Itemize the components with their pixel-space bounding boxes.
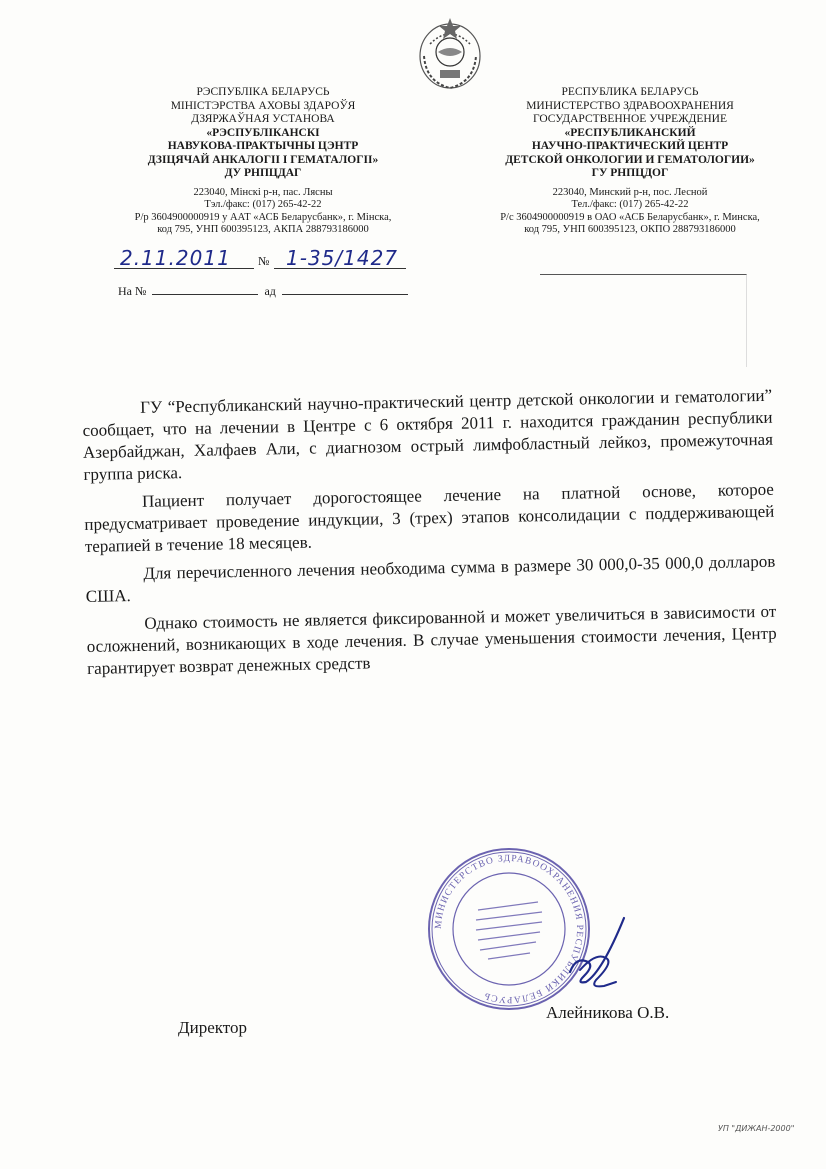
hdr-right-org-1: «РЕСПУБЛИКАНСКИЙ	[564, 126, 696, 139]
letter-body	[82, 385, 777, 686]
signatory-name: Алейникова О.В.	[546, 1003, 670, 1022]
registration-number-label: №	[258, 254, 270, 268]
hdr-left-org-2: НАВУКОВА-ПРАКТЫЧНЫ ЦЭНТР	[167, 140, 359, 152]
body-paragraph-3: Для перечисленного лечения необходима сумма в размере 30 000,0-35 000,0 долларов США.	[85, 551, 776, 606]
svg-text:МИНИСТЕРСТВО ЗДРАВООХРАНЕНИЯ Р	[434, 854, 584, 1004]
hdr-right-ministry: МИНИСТЕРСТВО ЗДРАВООХРАНЕНИЯ	[526, 99, 734, 112]
hdr-left-country: РЭСПУБЛІКА БЕЛАРУСЬ	[196, 86, 330, 98]
body-paragraph-2: Пациент получает дорогостоящее лечение на платной основе, которое предусматривает проведение индукции, 3 (трех) этапов консолидации с поддерживающей терапией в течение 18 месяцев.	[84, 479, 775, 556]
hdr-right-phone: Тел./факс: (017) 265-42-22	[571, 199, 689, 210]
hdr-right-country: РЕСПУБЛИКА БЕЛАРУСЬ	[561, 86, 699, 98]
hdr-right-org-3: ДЕТСКОЙ ОНКОЛОГИИ И ГЕМАТОЛОГИИ»	[505, 153, 755, 166]
hdr-left-phone: Тэл./факс: (017) 265-42-22	[204, 199, 322, 210]
hdr-left-bank: Р/р 3604900000919 у ААТ «АСБ Беларусбанк», г. Мінска,	[134, 211, 392, 223]
header-left-belarusian	[108, 86, 418, 237]
printer-mark: УП "ДИЖАН-2000"	[718, 1124, 795, 1133]
hdr-right-address: 223040, Минский р-н, пос. Лесной	[552, 186, 708, 198]
registration-block	[114, 246, 414, 272]
header-right-russian	[470, 86, 790, 237]
hdr-left-org-4: ДУ РНПЦДАГ	[224, 167, 302, 179]
hdr-left-institution-type: ДЗЯРЖАЎНАЯ УСТАНОВА	[191, 113, 335, 125]
reference-line	[118, 284, 418, 299]
hdr-right-codes: код 795, УНП 600395123, ОКПО 288793186000	[524, 224, 736, 235]
hdr-right-org-4: ГУ РНПЦДОГ	[591, 167, 669, 179]
hdr-left-codes: код 795, УНП 600395123, АКПА 288793186000	[157, 224, 369, 235]
body-paragraph-4: Однако стоимость не является фиксированной и может увеличиться в зависимости от осложнений, возникающих в ходе лечения. В случае уменьшения стоимости лечения, Центр гарантирует возврат денежных средств	[86, 601, 777, 678]
hdr-left-address: 223040, Мінскі р-н, пас. Лясны	[193, 186, 333, 198]
handwritten-signature-icon	[566, 912, 630, 994]
recipient-address-area	[540, 274, 747, 367]
hdr-left-org-1: «РЭСПУБЛІКАНСКІ	[206, 126, 320, 139]
hdr-left-org-3: ДЗІЦЯЧАЙ АНКАЛОГІІ І ГЕМАТАЛОГІІ»	[147, 153, 379, 166]
registration-number: 1-35/1427	[286, 246, 399, 270]
state-emblem-icon	[414, 14, 486, 92]
hdr-left-ministry: МІНІСТЭРСТВА АХОВЫ ЗДАРОЎЯ	[170, 99, 356, 112]
reference-label: На №	[118, 284, 147, 298]
hdr-right-institution-type: ГОСУДАРСТВЕННОЕ УЧРЕЖДЕНИЕ	[532, 113, 728, 125]
signatory-position: Директор	[178, 1018, 247, 1037]
body-paragraph-1: ГУ “Республиканский научно-практический центр детской онкологии и гематологии” сообщает, что на лечении в Центре с 6 октября 2011 г. находится гражданин республики Азербайджан, Халфаев Али, с диагнозом острый лимфобластный лейкоз, промежуточная группа риска.	[82, 385, 774, 484]
hdr-right-bank: Р/с 3604900000919 в ОАО «АСБ Беларусбанк», г. Минска,	[500, 211, 760, 223]
hdr-right-org-2: НАУЧНО-ПРАКТИЧЕСКИЙ ЦЕНТР	[531, 140, 729, 152]
registration-date: 2.11.2011	[120, 246, 231, 270]
stamp-ring-text: МИНИСТЕРСТВО ЗДРАВООХРАНЕНИЯ РЕСПУБЛИКИ БЕЛАРУСЬ	[433, 853, 585, 1005]
reference-from-label: ад	[264, 284, 276, 298]
